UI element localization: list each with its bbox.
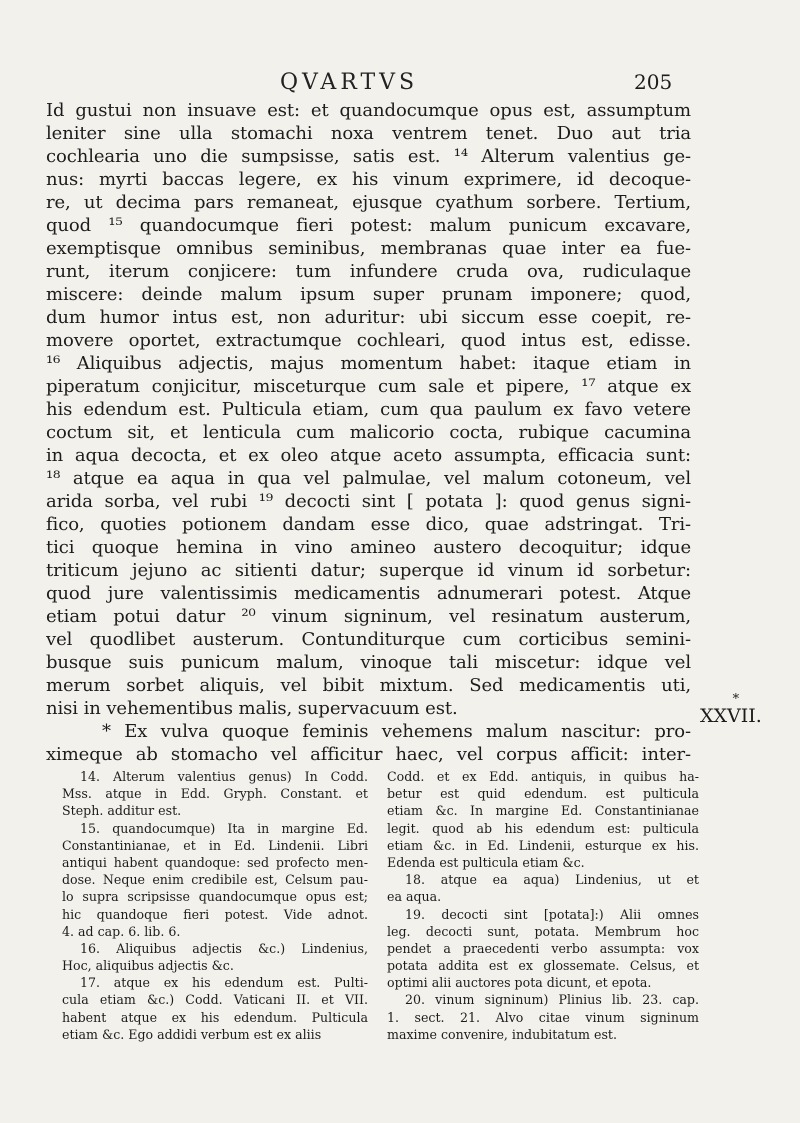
footnote-line: hic quandoque fieri potest. Vide adnot. [62,906,368,922]
text-line: leniter sine ulla stomachi noxa ventrem tenet. Duo aut tria [46,123,691,144]
chapter-marginal-note [700,692,762,727]
main-text-block [46,99,691,766]
footnote-line: optimi alii auctores pota dicunt, et epota. [387,975,652,991]
text-line: nisi in vehementibus malis, supervacuum est. [46,698,458,719]
running-head [0,64,800,94]
footnote-line: Codd. et ex Edd. antiquis, in quibus ha- [387,769,699,784]
chapter-number: XXVII. [700,705,762,727]
text-line: in aqua decocta, et ex oleo atque aceto assumpta, efficacia sunt: [46,445,691,466]
footnote-line: cula etiam &c.) Codd. Vaticani II. et VII. [62,992,368,1008]
footnote-line: 15. quandocumque) Ita in margine Ed. [80,820,368,836]
text-line: ¹⁸ atque ea aqua in qua vel palmulae, vel malum cotoneum, vel [46,468,691,489]
text-line: quod jure valentissimis medicamentis adnumerari potest. Atque [46,583,691,604]
text-line: movere oportet, extractumque cochleari, quod intus est, edisse. [46,330,691,351]
text-line: piperatum conjicitur, misceturque cum sale et pipere, ¹⁷ atque ex [46,376,691,397]
text-line: cochlearia uno die sumpsisse, satis est. ¹⁴ Alterum valentius ge- [46,146,691,167]
text-line: Id gustui non insuave est: et quandocumque opus est, assumptum [46,100,691,121]
footnote-line: maxime convenire, indubitatum est. [387,1026,617,1042]
text-line: vel quodlibet austerum. Contunditurque cum corticibus semini- [46,629,691,650]
footnote-line: ea aqua. [387,889,442,905]
page-number: 205 [634,70,673,94]
footnote-line: etiam &c. In margine Ed. Constantinianae [387,803,699,819]
footnote-line: dose. Neque enim credibile est, Celsum pau- [62,872,368,888]
footnote-line: 14. Alterum valentius genus) In Codd. [80,769,368,784]
text-line: triticum jejuno ac sitienti datur; superque id vinum id sorbetur: [46,560,691,581]
footnote-line: etiam &c. in Ed. Lindenii, esturque ex his. [387,837,699,853]
footnote-line: 20. vinum signinum) Plinius lib. 23. cap. [405,992,699,1008]
footnote-line: pendet a praecedenti verbo assumpta: vox [387,940,699,956]
footnote-line: betur est quid edendum. est pulticula [387,786,699,802]
footnote-line: 19. decocti sint [potata]:) Alii omnes [405,906,699,922]
text-line: dum humor intus est, non aduritur: ubi siccum esse coepit, re- [46,307,691,328]
text-line: quod ¹⁵ quandocumque fieri potest: malum punicum excavare, [46,215,691,236]
chapter-asterisk: * [732,692,740,707]
footnotes-left-column [62,768,368,1043]
footnote-line: antiqui habent quandoque: sed profecto men- [62,854,368,870]
text-line: his edendum est. Pulticula etiam, cum qua paulum ex favo vetere [46,399,691,420]
text-line: merum sorbet aliquis, vel bibit mixtum. Sed medicamentis uti, [46,675,691,696]
text-line: nus: myrti baccas legere, ex his vinum exprimere, id decoque- [46,169,691,190]
footnote-line: habent atque ex his edendum. Pulticula [62,1009,368,1025]
running-title: QVARTVS [280,70,419,95]
footnote-line: 17. atque ex his edendum est. Pulti- [80,975,368,991]
footnote-line: etiam &c. Ego addidi verbum est ex aliis [62,1026,322,1042]
footnote-line: Constantinianae, et in Ed. Lindenii. Libri [62,837,368,853]
text-line: fico, quoties potionem dandam esse dico, quae adstringat. Tri- [46,514,691,535]
text-line: coctum sit, et lenticula cum malicorio cocta, rubique cacumina [46,422,691,443]
footnote-line: lo supra scripsisse quandocumque opus est; [62,889,368,905]
footnote-line: legit. quod ab his edendum est: pulticula [387,820,699,836]
text-line: miscere: deinde malum ipsum super prunam imponere; quod, [46,284,691,305]
text-line: runt, iterum conjicere: tum infundere cruda ova, rudiculaque [46,261,691,282]
footnote-line: potata addita est ex glossemate. Celsus, et [387,958,699,974]
footnote-line: Steph. additur est. [62,803,182,819]
text-line: tici quoque hemina in vino amineo austero decoquitur; idque [46,537,691,558]
footnotes-right-column [387,768,699,1043]
text-line: busque suis punicum malum, vinoque tali miscetur: idque vel [46,652,691,673]
footnote-line: Mss. atque in Edd. Gryph. Constant. et [62,786,368,802]
text-line: arida sorba, vel rubi ¹⁹ decocti sint [ potata ]: quod genus signi- [46,491,691,512]
text-line: re, ut decima pars remaneat, ejusque cyathum sorbere. Tertium, [46,192,691,213]
footnote-line: Hoc, aliquibus adjectis &c. [62,958,234,974]
text-line: ximeque ab stomacho vel afficitur haec, vel corpus afficit: inter- [46,744,691,765]
footnote-line: Edenda est pulticula etiam &c. [387,854,585,870]
footnote-line: leg. decocti sunt, potata. Membrum hoc [387,923,699,939]
footnote-line: 16. Aliquibus adjectis &c.) Lindenius, [80,940,368,956]
text-line: etiam potui datur ²⁰ vinum signinum, vel resinatum austerum, [46,606,691,627]
footnote-line: 18. atque ea aqua) Lindenius, ut et [405,872,699,888]
text-line: ¹⁶ Aliquibus adjectis, majus momentum habet: itaque etiam in [46,353,691,374]
footnote-line: 1. sect. 21. Alvo citae vinum signinum [387,1009,699,1025]
text-line: * Ex vulva quoque feminis vehemens malum nascitur: pro- [102,721,691,742]
text-line: exemptisque omnibus seminibus, membranas quae inter ea fue- [46,238,691,259]
footnote-line: 4. ad cap. 6. lib. 6. [62,923,181,939]
